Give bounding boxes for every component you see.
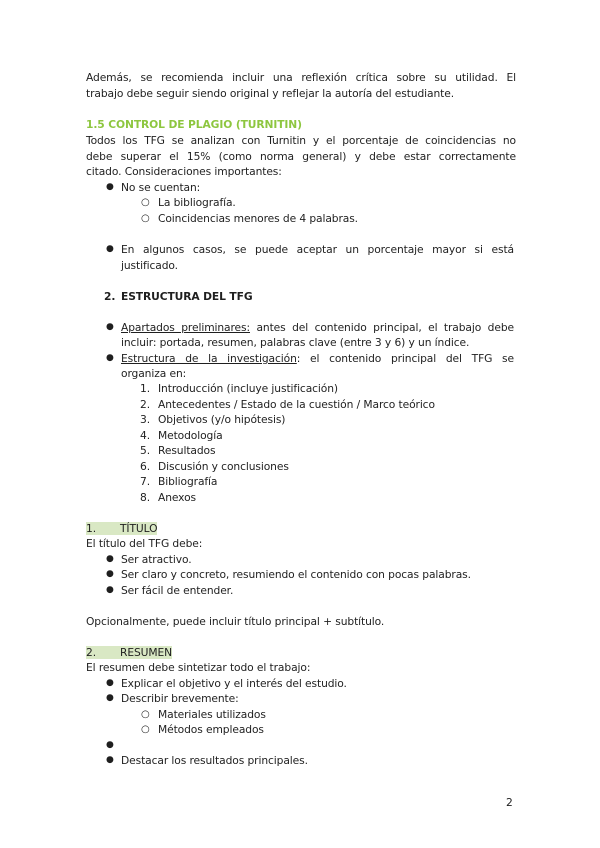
list-item-number: 5. [140,444,151,457]
titulo-item: Ser claro y concreto, resumiendo el contenido con pocas palabras. [121,568,471,581]
intro-line-2: trabajo debe seguir siendo original y reflejar la autoría del estudiante. [86,87,455,100]
titulo-item: Ser fácil de entender. [121,584,234,597]
bullet-icon: ● [106,755,114,765]
titulo-heading [86,521,157,537]
list-item: Introducción (incluye justificación) [158,382,338,395]
bullet-icon: ● [106,740,114,750]
estructura-bullet-2-line-1 [121,351,514,367]
estructura-bullet-1-line-2: incluir: portada, resumen, palabras clave (entre 3 y 6) y un índice. [121,336,470,349]
plagio-sub-2: Coincidencias menores de 4 palabras. [158,212,358,225]
estructura-investigacion-text: : el contenido principal del TFG se [296,352,514,365]
estructura-heading: ESTRUCTURA DEL TFG [121,290,253,303]
sub-bullet-icon: ○ [141,709,150,720]
list-item: Objetivos (y/o hipótesis) [158,413,286,426]
list-item-number: 3. [140,413,151,426]
sub-bullet-icon: ○ [141,197,150,208]
resumen-bullet-1: Explicar el objetivo y el interés del estudio. [121,677,347,690]
list-item: Bibliografía [158,475,218,488]
bullet-icon: ● [106,585,114,595]
resumen-sub-2: Métodos empleados [158,723,264,736]
resumen-heading [86,645,172,661]
plagio-line-2: debe superar el 15% (como norma general) y debe estar correctamente [86,150,516,163]
bullet-icon: ● [106,693,114,703]
list-item: Discusión y conclusiones [158,460,289,473]
plagio-heading: 1.5 CONTROL DE PLAGIO (TURNITIN) [86,118,302,131]
list-item: Resultados [158,444,216,457]
plagio-bullet-1: No se cuentan: [121,181,201,194]
plagio-line-3: citado. Consideraciones importantes: [86,165,282,178]
apartados-label: Apartados preliminares: [121,321,250,334]
titulo-label: TÍTULO [96,522,157,535]
estructura-bullet-1-line-1 [121,320,514,336]
bullet-icon: ● [106,353,114,363]
resumen-bullet-2: Describir brevemente: [121,692,239,705]
intro-line-1: Además, se recomienda incluir una reflexión crítica sobre su utilidad. El [86,71,516,84]
estructura-number: 2. [104,290,116,303]
list-item-number: 1. [140,382,151,395]
resumen-intro: El resumen debe sintetizar todo el trabajo: [86,661,311,674]
titulo-note: Opcionalmente, puede incluir título principal + subtítulo. [86,615,385,628]
bullet-icon: ● [106,569,114,579]
titulo-item: Ser atractivo. [121,553,192,566]
titulo-intro: El título del TFG debe: [86,537,203,550]
bullet-icon: ● [106,678,114,688]
plagio-sub-1: La bibliografía. [158,196,236,209]
titulo-number: 1. [86,522,96,535]
list-item: Antecedentes / Estado de la cuestión / Marco teórico [158,398,435,411]
list-item-number: 6. [140,460,151,473]
resumen-sub-1: Materiales utilizados [158,708,266,721]
list-item: Metodología [158,429,223,442]
list-item-number: 8. [140,491,151,504]
bullet-icon: ● [106,244,114,254]
resumen-bullet-4: Destacar los resultados principales. [121,754,308,767]
bullet-icon: ● [106,554,114,564]
plagio-bullet-2-line-1: En algunos casos, se puede aceptar un porcentaje mayor si está [121,243,514,256]
list-item-number: 4. [140,429,151,442]
resumen-number: 2. [86,646,96,659]
bullet-icon: ● [106,322,114,332]
bullet-icon: ● [106,182,114,192]
estructura-bullet-2-line-2: organiza en: [121,367,187,380]
list-item: Anexos [158,491,196,504]
resumen-label: RESUMEN [96,646,172,659]
plagio-bullet-2-line-2: justificado. [121,259,178,272]
sub-bullet-icon: ○ [141,724,150,735]
estructura-investigacion-label: Estructura de la investigación [121,352,297,365]
apartados-text: antes del contenido principal, el trabajo debe [250,321,514,334]
page-number: 2 [506,796,513,809]
list-item-number: 7. [140,475,151,488]
plagio-line-1: Todos los TFG se analizan con Turnitin y el porcentaje de coincidencias no [86,134,516,147]
sub-bullet-icon: ○ [141,213,150,224]
list-item-number: 2. [140,398,151,411]
